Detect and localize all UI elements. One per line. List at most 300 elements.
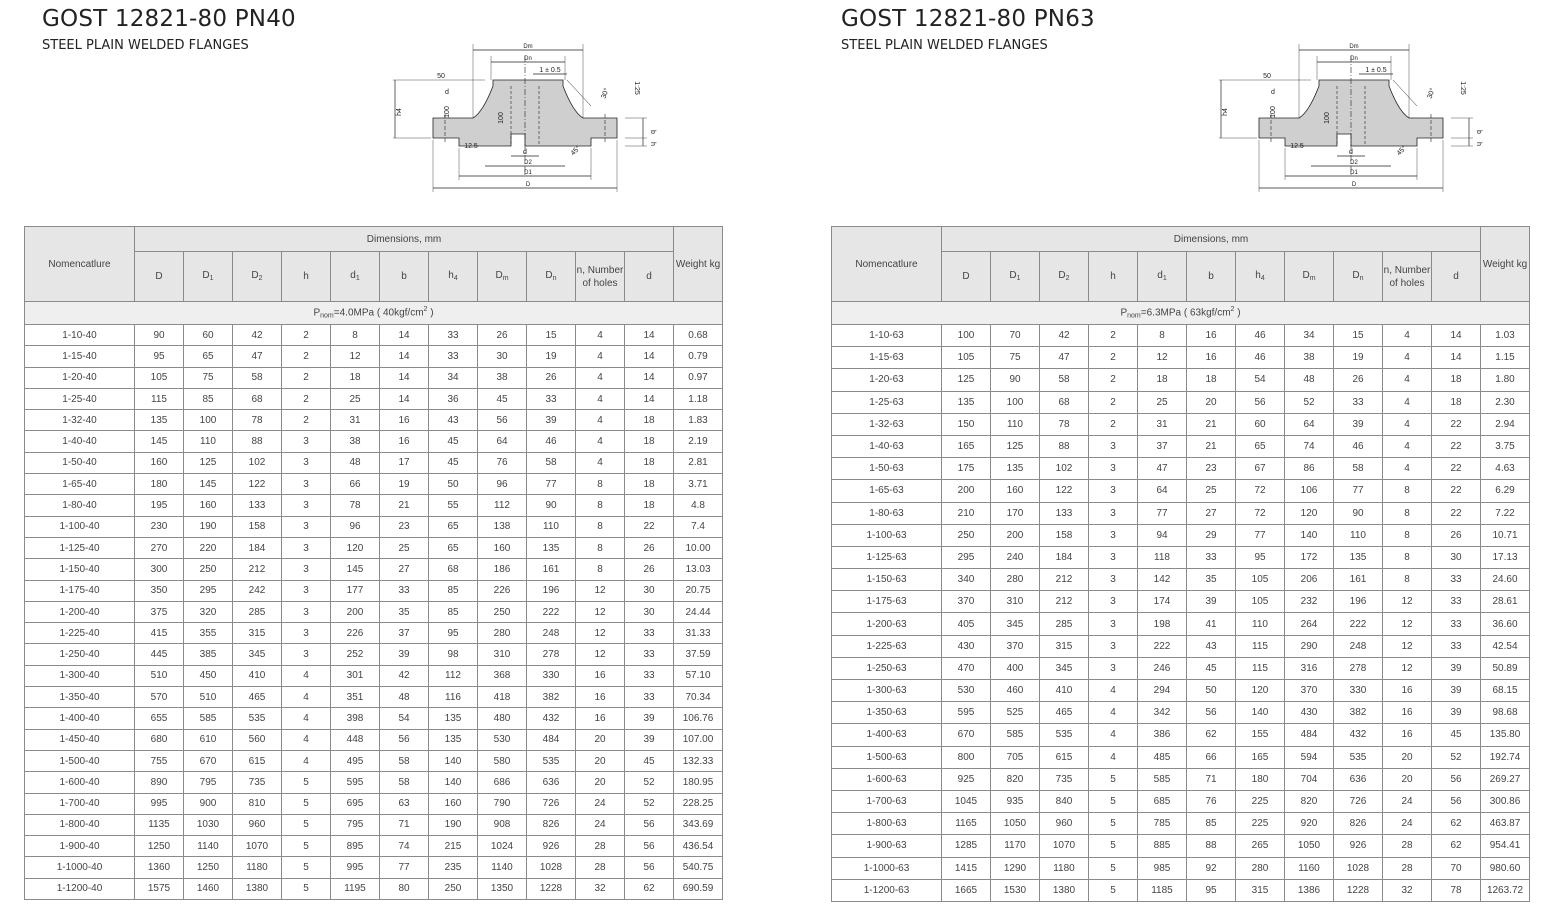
table-cell: 68 [233,388,282,409]
table-cell: 340 [942,569,991,591]
table-cell: 1530 [991,879,1040,901]
table-cell: 39 [1187,591,1236,613]
table-cell: 1-1200-63 [832,879,942,901]
table-cell: 33 [380,580,429,601]
table-cell: 37 [380,623,429,644]
table-cell: 246 [1138,657,1187,679]
table-cell: 16 [576,687,625,708]
table-cell: 96 [331,516,380,537]
table-cell: 24.60 [1481,569,1530,591]
table-cell: 22 [1432,502,1481,524]
table-cell: 60 [1236,413,1285,435]
drawing-label: h4 [1222,108,1229,116]
table-cell: 220 [184,537,233,558]
table-cell: 58 [380,772,429,793]
table-cell: 8 [331,325,380,346]
table-cell: 310 [991,591,1040,613]
table-cell: 460 [991,680,1040,702]
table-row [832,325,1530,347]
table-cell: 58 [1334,458,1383,480]
table-cell: 680 [135,729,184,750]
table-cell: 450 [184,665,233,686]
table-cell: 12 [576,623,625,644]
header-column: $d_1$ [1138,252,1187,302]
table-cell: 26 [478,325,527,346]
table-cell: 19 [380,474,429,495]
table-cell: 1-500-40 [25,750,135,771]
table-cell: 8 [1383,546,1432,568]
table-cell: 56 [625,814,674,835]
table-cell: 4 [1089,746,1138,768]
table-cell: 150 [942,413,991,435]
table-cell: 1350 [478,878,527,899]
table-cell: 222 [527,601,576,622]
table-cell: 60 [184,325,233,346]
table-cell: 52 [1432,746,1481,768]
table-cell: 25 [331,388,380,409]
table-cell: 12 [576,644,625,665]
table-cell: 22 [1432,458,1481,480]
table-cell: 18 [1187,369,1236,391]
table-cell: 1-80-40 [25,495,135,516]
table-cell: 67 [1236,458,1285,480]
table-row [25,623,723,644]
table-cell: 225 [1236,790,1285,812]
table-cell: 1-200-63 [832,613,942,635]
table-cell: 206 [1285,569,1334,591]
table-cell: 110 [1236,613,1285,635]
table-cell: 1-25-40 [25,388,135,409]
table-cell: 39 [527,410,576,431]
table-cell: 382 [1334,702,1383,724]
table-cell: 375 [135,601,184,622]
table-cell: 50 [429,474,478,495]
header-column: $D_2$ [233,252,282,302]
table-cell: 52 [625,772,674,793]
table-cell: 3 [282,516,331,537]
table-cell: 135 [135,410,184,431]
table-cell: 920 [1285,813,1334,835]
table-cell: 100 [942,325,991,347]
table-cell: 1-250-63 [832,657,942,679]
table-cell: 1-300-40 [25,665,135,686]
table-cell: 585 [184,708,233,729]
table-cell: 210 [942,502,991,524]
table-cell: 2.19 [674,431,723,452]
table-cell: 1-125-63 [832,546,942,568]
table-cell: 1-32-40 [25,410,135,431]
header-column: $h_4$ [429,252,478,302]
table-cell: 46 [1334,435,1383,457]
header-column: d [1432,252,1481,302]
table-cell: 64 [478,431,527,452]
table-cell: 1665 [942,879,991,901]
table-cell: 4 [576,431,625,452]
page-subtitle: STEEL PLAIN WELDED FLANGES [42,38,249,53]
table-row [832,502,1530,524]
table-cell: 8 [1383,569,1432,591]
table-cell: 485 [1138,746,1187,768]
table-cell: 24.44 [674,601,723,622]
table-cell: 1-1000-63 [832,857,942,879]
table-cell: 690.59 [674,878,723,899]
table-cell: 25 [1187,480,1236,502]
table-cell: 15 [527,325,576,346]
table-cell: 1-50-63 [832,458,942,480]
table-cell: 105 [942,347,991,369]
table-cell: 35 [1187,569,1236,591]
table-cell: 3 [282,474,331,495]
table-cell: 432 [527,708,576,729]
table-cell: 350 [135,580,184,601]
table-cell: 355 [184,623,233,644]
table-cell: 45 [625,750,674,771]
table-cell: 954.41 [1481,835,1530,857]
table-cell: 39 [625,729,674,750]
table-cell: 74 [380,836,429,857]
table-cell: 26 [625,559,674,580]
table-cell: 890 [135,772,184,793]
table-cell: 315 [1040,635,1089,657]
table-cell: 250 [478,601,527,622]
table-cell: 158 [233,516,282,537]
table-cell: 1070 [233,836,282,857]
table-cell: 4 [282,665,331,686]
table-cell: 158 [1040,524,1089,546]
table-cell: 2.94 [1481,413,1530,435]
table-cell: 65 [1236,435,1285,457]
table-cell: 56 [1187,702,1236,724]
table-cell: 33 [625,644,674,665]
table-cell: 1-65-63 [832,480,942,502]
table-cell: 165 [942,435,991,457]
page-subtitle: STEEL PLAIN WELDED FLANGES [841,38,1048,53]
table-cell: 20 [1383,746,1432,768]
table-cell: 71 [380,814,429,835]
table-cell: 46 [527,431,576,452]
table-cell: 385 [184,644,233,665]
table-cell: 8 [576,559,625,580]
drawing-label: D [525,182,531,188]
table-cell: 160 [429,793,478,814]
table-cell: 960 [233,814,282,835]
table-cell: 1-20-63 [832,369,942,391]
table-cell: 2 [1089,413,1138,435]
drawing-label: Dm [1349,44,1359,50]
table-cell: 48 [380,687,429,708]
table-cell: 92 [1187,857,1236,879]
table-cell: 595 [331,772,380,793]
table-cell: 525 [991,702,1040,724]
table-cell: 125 [184,452,233,473]
table-cell: 615 [1040,746,1089,768]
table-cell: 4 [1383,435,1432,457]
table-cell: 4 [1383,325,1432,347]
table-cell: 463.87 [1481,813,1530,835]
table-cell: 22 [1432,413,1481,435]
table-cell: 410 [233,665,282,686]
table-cell: 57.10 [674,665,723,686]
table-cell: 65 [429,537,478,558]
table-cell: 1-200-40 [25,601,135,622]
table-cell: 33 [1432,613,1481,635]
table-cell: 925 [942,768,991,790]
table-cell: 58 [233,367,282,388]
table-cell: 88 [1187,835,1236,857]
drawing-label: d [1349,149,1353,156]
table-cell: 20 [576,729,625,750]
table-cell: 610 [184,729,233,750]
table-cell: 826 [527,814,576,835]
table-cell: 48 [1285,369,1334,391]
table-cell: 212 [1040,591,1089,613]
table-cell: 165 [1236,746,1285,768]
table-cell: 30 [1432,546,1481,568]
table-cell: 140 [1236,702,1285,724]
table-cell: 695 [331,793,380,814]
table-cell: 39 [1432,702,1481,724]
table-cell: 64 [1285,413,1334,435]
table-cell: 180 [1236,768,1285,790]
table-cell: 800 [942,746,991,768]
table-cell: 90 [135,325,184,346]
table-cell: 1-350-63 [832,702,942,724]
table-cell: 1-100-63 [832,524,942,546]
table-cell: 1-32-63 [832,413,942,435]
table-cell: 175 [942,458,991,480]
table-cell: 820 [991,768,1040,790]
table-cell: 62 [1432,813,1481,835]
table-row [25,687,723,708]
table-cell: 28 [576,836,625,857]
table-cell: 64 [1138,480,1187,502]
table-cell: 105 [1236,569,1285,591]
table-row [832,480,1530,502]
table-cell: 1050 [1285,835,1334,857]
table-cell: 56 [625,836,674,857]
table-row [25,814,723,835]
table-cell: 135 [429,708,478,729]
table-cell: 26 [527,367,576,388]
table-cell: 1360 [135,857,184,878]
table-row [832,569,1530,591]
table-cell: 345 [991,613,1040,635]
table-cell: 8 [576,495,625,516]
table-cell: 105 [1236,591,1285,613]
table-cell: 15 [1334,325,1383,347]
table-cell: 12 [1383,657,1432,679]
table-cell: 1-100-40 [25,516,135,537]
table-cell: 32 [1383,879,1432,901]
table-cell: 68 [1040,391,1089,413]
table-cell: 484 [1285,724,1334,746]
table-cell: 135.80 [1481,724,1530,746]
table-cell: 42 [380,665,429,686]
table-cell: 432 [1334,724,1383,746]
table-cell: 54 [380,708,429,729]
table-cell: 1.83 [674,410,723,431]
table-cell: 4 [1089,702,1138,724]
table-cell: 20 [576,772,625,793]
table-cell: 222 [1138,635,1187,657]
table-cell: 1-150-63 [832,569,942,591]
drawing-label: 12.5 [464,143,478,150]
pressure-row: $P_{nom}=4.0MPa$ ( $40kgf/cm^2$ ) [25,302,723,325]
table-cell: 1.15 [1481,347,1530,369]
table-cell: 18 [1138,369,1187,391]
table-cell: 110 [527,516,576,537]
table-cell: 280 [991,569,1040,591]
table-cell: 4 [1383,391,1432,413]
table-cell: 18 [1432,369,1481,391]
table-cell: 62 [625,878,674,899]
table-cell: 1028 [527,857,576,878]
table-cell: 295 [942,546,991,568]
flange-drawing-icon [1211,36,1511,206]
table-row [832,835,1530,857]
table-cell: 96 [478,474,527,495]
table-cell: 16 [1187,325,1236,347]
table-cell: 120 [1285,502,1334,524]
table-cell: 77 [1236,524,1285,546]
table-cell: 66 [1187,746,1236,768]
drawing-label: 1 ± 0.5 [539,67,561,74]
drawing-label: 30° [1426,87,1437,100]
table-cell: 135 [429,729,478,750]
drawing-label: Dn [524,56,532,62]
table-cell: 78 [233,410,282,431]
table-cell: 2 [1089,325,1138,347]
header-dimensions: Dimensions, mm [135,227,674,252]
table-cell: 74 [1285,435,1334,457]
table-cell: 415 [135,623,184,644]
table-cell: 43 [1187,635,1236,657]
table-cell: 12 [576,580,625,601]
table-cell: 94 [1138,524,1187,546]
table-cell: 56 [625,857,674,878]
drawing-label: 45° [569,144,583,158]
table-cell: 4 [1089,680,1138,702]
table-cell: 33 [429,346,478,367]
table-cell: 122 [1040,480,1089,502]
table-cell: 85 [1187,813,1236,835]
table-cell: 290 [1285,635,1334,657]
table-cell: 39 [1432,680,1481,702]
table-cell: 670 [942,724,991,746]
table-cell: 76 [1187,790,1236,812]
table-cell: 1195 [331,878,380,899]
table-cell: 105 [135,367,184,388]
table-cell: 16 [1383,724,1432,746]
drawing-label: 100 [498,112,505,124]
table-cell: 20.75 [674,580,723,601]
table-cell: 726 [527,793,576,814]
table-cell: 1-15-40 [25,346,135,367]
table-cell: 133 [233,495,282,516]
table-cell: 3 [1089,502,1138,524]
table-row [832,790,1530,812]
table-cell: 4 [576,410,625,431]
table-cell: 3 [282,644,331,665]
table-cell: 14 [380,346,429,367]
header-column: $D_n$ [1334,252,1383,302]
table-cell: 215 [429,836,478,857]
table-cell: 30 [625,580,674,601]
table-cell: 995 [331,857,380,878]
table-cell: 200 [331,601,380,622]
table-cell: 33 [527,388,576,409]
table-cell: 535 [1334,746,1383,768]
table-cell: 410 [1040,680,1089,702]
table-cell: 70 [991,325,1040,347]
table-row [25,410,723,431]
header-weight: Weight kg [1481,227,1530,302]
table-cell: 12 [576,601,625,622]
table-cell: 398 [331,708,380,729]
table-row [25,793,723,814]
table-cell: 530 [942,680,991,702]
table-cell: 38 [478,367,527,388]
table-cell: 145 [135,431,184,452]
table-cell: 232 [1285,591,1334,613]
table-cell: 65 [184,346,233,367]
table-cell: 66 [331,474,380,495]
table-row [832,857,1530,879]
table-cell: 1460 [184,878,233,899]
table-row [25,388,723,409]
table-cell: 755 [135,750,184,771]
table-cell: 615 [233,750,282,771]
table-cell: 45 [429,452,478,473]
table-cell: 65 [429,516,478,537]
drawing-label: Dn [1350,56,1358,62]
table-cell: 190 [184,516,233,537]
table-cell: 1250 [184,857,233,878]
table-cell: 46 [1236,347,1285,369]
table-cell: 228.25 [674,793,723,814]
table-cell: 13.03 [674,559,723,580]
table-cell: 3 [282,623,331,644]
table-cell: 52 [625,793,674,814]
table-cell: 3 [1089,613,1138,635]
table-cell: 5 [282,836,331,857]
table-cell: 1-600-63 [832,768,942,790]
table-cell: 63 [380,793,429,814]
table-cell: 180.95 [674,772,723,793]
table-cell: 4 [282,729,331,750]
table-cell: 24 [1383,790,1432,812]
drawing-label: h4 [396,108,403,116]
table-cell: 1-225-40 [25,623,135,644]
table-cell: 20 [576,750,625,771]
table-cell: 4 [576,452,625,473]
table-cell: 820 [1285,790,1334,812]
table-cell: 95 [135,346,184,367]
table-cell: 465 [1040,702,1089,724]
table-cell: 106 [1285,480,1334,502]
table-cell: 23 [380,516,429,537]
table-cell: 36.60 [1481,613,1530,635]
header-column: $D_1$ [184,252,233,302]
table-cell: 45 [1187,657,1236,679]
table-cell: 25 [380,537,429,558]
table-cell: 18 [625,431,674,452]
table-cell: 90 [527,495,576,516]
table-cell: 1-15-63 [832,347,942,369]
table-cell: 23 [1187,458,1236,480]
table-cell: 24 [576,814,625,835]
table-cell: 5 [1089,768,1138,790]
